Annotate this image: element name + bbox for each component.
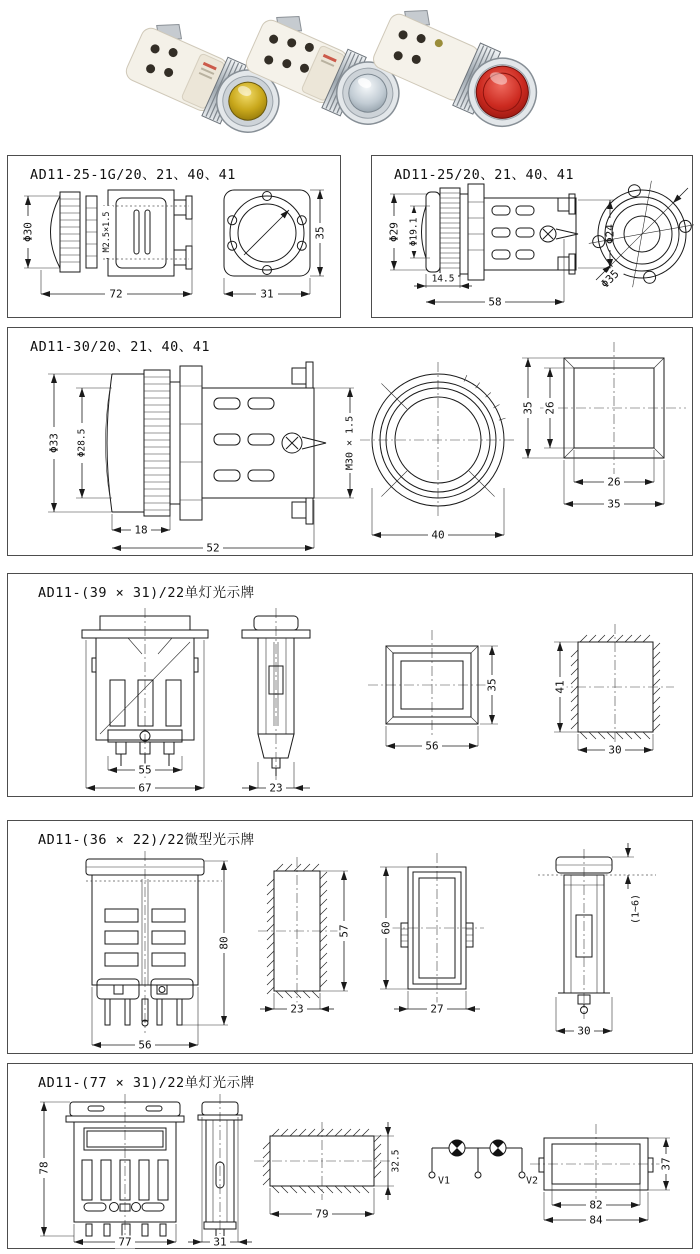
svg-text:M30 × 1.5: M30 × 1.5 [344, 415, 356, 471]
dim-label [427, 1003, 447, 1016]
dim-label [135, 764, 155, 777]
drawing-ad11-77x31 [8, 1064, 694, 1250]
svg-text:37: 37 [659, 1157, 673, 1171]
svg-text:Φ24: Φ24 [603, 224, 617, 244]
svg-text:55: 55 [138, 763, 152, 777]
dim-label [203, 542, 223, 555]
dim-label [287, 1003, 307, 1016]
panel-ad11-25-1g [7, 155, 341, 318]
svg-text:60: 60 [379, 921, 393, 935]
dim-label [428, 273, 458, 285]
front-view [224, 190, 327, 301]
drawing-ad11-30 [8, 328, 694, 557]
dim-label [428, 529, 448, 542]
front-view [38, 1094, 185, 1249]
panel-ad11-39x31 [7, 573, 693, 797]
side-view [538, 843, 656, 1038]
dim-label [387, 216, 401, 248]
svg-text:30: 30 [577, 1024, 591, 1038]
dim-label [131, 524, 151, 537]
svg-text:82: 82 [589, 1198, 603, 1212]
svg-text:Φ29: Φ29 [387, 222, 401, 242]
dim-label [338, 921, 351, 941]
svg-text:Φ19.1: Φ19.1 [408, 217, 420, 247]
svg-text:78: 78 [37, 1161, 51, 1175]
dim-label [486, 675, 499, 695]
svg-text:72: 72 [109, 287, 123, 301]
front-view-square [522, 342, 687, 511]
dim-label [630, 889, 643, 929]
terminal-label-v1: V1 [437, 1175, 451, 1187]
drawing-ad11-39x31 [8, 574, 694, 798]
svg-text:35: 35 [313, 226, 327, 240]
terminal-label-v2: V2 [525, 1175, 539, 1187]
panel-ad11-25 [371, 155, 693, 318]
svg-text:26: 26 [607, 475, 621, 489]
front-view-round [360, 362, 516, 542]
face-view [368, 630, 499, 753]
dim-label [574, 1025, 594, 1038]
svg-text:41: 41 [553, 680, 567, 694]
panel-cutout-view [258, 857, 351, 1016]
dim-label [38, 1158, 51, 1178]
dim-label [660, 1154, 673, 1174]
panel-ad11-36x22 [7, 820, 693, 1054]
svg-text:79: 79 [315, 1207, 329, 1221]
svg-text:56: 56 [138, 1038, 152, 1052]
svg-text:31: 31 [213, 1235, 227, 1249]
dim-label [312, 1208, 332, 1221]
dim-label [21, 216, 35, 248]
dim-label [135, 782, 155, 795]
svg-text:40: 40 [431, 528, 445, 542]
dim-label [390, 1144, 402, 1178]
dim-label [380, 918, 393, 938]
side-view [47, 362, 357, 555]
svg-text:67: 67 [138, 781, 152, 795]
dim-label [554, 677, 567, 697]
panel-ad11-77x31 [7, 1063, 693, 1249]
dim-label [210, 1236, 230, 1249]
panel-title: AD11-(39 × 31)/22单灯光示牌 [38, 585, 255, 601]
svg-text:32.5: 32.5 [390, 1149, 402, 1173]
panel-cutout-view [254, 1122, 402, 1221]
svg-text:35: 35 [521, 401, 535, 415]
dim-label [544, 398, 557, 418]
svg-text:26: 26 [543, 401, 557, 415]
svg-text:31: 31 [260, 287, 274, 301]
svg-text:35: 35 [485, 678, 499, 692]
dim-label [115, 1236, 135, 1249]
dim-label [266, 782, 286, 795]
red-indicator-lamp [368, 0, 551, 137]
front-view [82, 608, 208, 795]
svg-text:Φ30: Φ30 [21, 222, 35, 242]
dim-label [604, 498, 624, 511]
dim-label [604, 476, 624, 489]
panel-cutout-view [554, 624, 675, 757]
svg-text:84: 84 [589, 1213, 603, 1227]
dim-label [314, 223, 327, 243]
svg-text:Φ35: Φ35 [598, 267, 622, 291]
drawing-ad11-36x22 [8, 821, 694, 1055]
panel-title: AD11-30/20、21、40、41 [30, 339, 211, 355]
side-view [242, 608, 310, 795]
side-view [188, 1094, 252, 1249]
svg-text:80: 80 [217, 936, 231, 950]
svg-text:23: 23 [290, 1002, 304, 1016]
panel-title: AD11-(36 × 22)/22微型光示牌 [38, 832, 255, 848]
dim-label [105, 288, 127, 301]
dim-label [408, 213, 420, 251]
svg-text:(1~6): (1~6) [630, 893, 642, 925]
dim-label [605, 744, 625, 757]
face-view [380, 853, 485, 1016]
dim-label [422, 740, 442, 753]
dim-label [344, 413, 357, 473]
dim-label [101, 206, 113, 258]
panel-ad11-30 [7, 327, 693, 556]
dim-label [586, 1199, 606, 1212]
svg-text:30: 30 [608, 743, 622, 757]
svg-text:56: 56 [425, 739, 439, 753]
svg-text:14.5: 14.5 [431, 273, 455, 285]
svg-text:35: 35 [607, 497, 621, 511]
side-view [387, 184, 617, 309]
svg-text:Φ33: Φ33 [47, 433, 61, 453]
dim-label [256, 288, 278, 301]
side-view [21, 190, 192, 301]
dim-label [522, 398, 535, 418]
dim-label [218, 933, 231, 953]
svg-text:23: 23 [269, 781, 283, 795]
dim-label [586, 1214, 606, 1227]
face-view [530, 1124, 673, 1227]
lamp-circuit [429, 1140, 538, 1187]
dim-label [485, 296, 505, 309]
svg-text:Φ28.5: Φ28.5 [76, 428, 88, 458]
svg-text:27: 27 [430, 1002, 444, 1016]
svg-text:58: 58 [488, 295, 502, 309]
product-photo [0, 0, 700, 150]
svg-text:18: 18 [134, 523, 148, 537]
front-view [86, 851, 231, 1052]
svg-text:M2.5×1.5: M2.5×1.5 [102, 211, 112, 253]
svg-text:77: 77 [118, 1235, 132, 1249]
panel-title: AD11-25-1G/20、21、40、41 [30, 167, 236, 183]
panel-title: AD11-25/20、21、40、41 [394, 167, 575, 183]
dim-label [76, 423, 89, 463]
svg-text:57: 57 [337, 924, 351, 938]
svg-text:52: 52 [206, 541, 220, 555]
dim-label [47, 427, 61, 459]
dim-label [135, 1039, 155, 1052]
panel-title: AD11-(77 × 31)/22单灯光示牌 [38, 1075, 255, 1091]
